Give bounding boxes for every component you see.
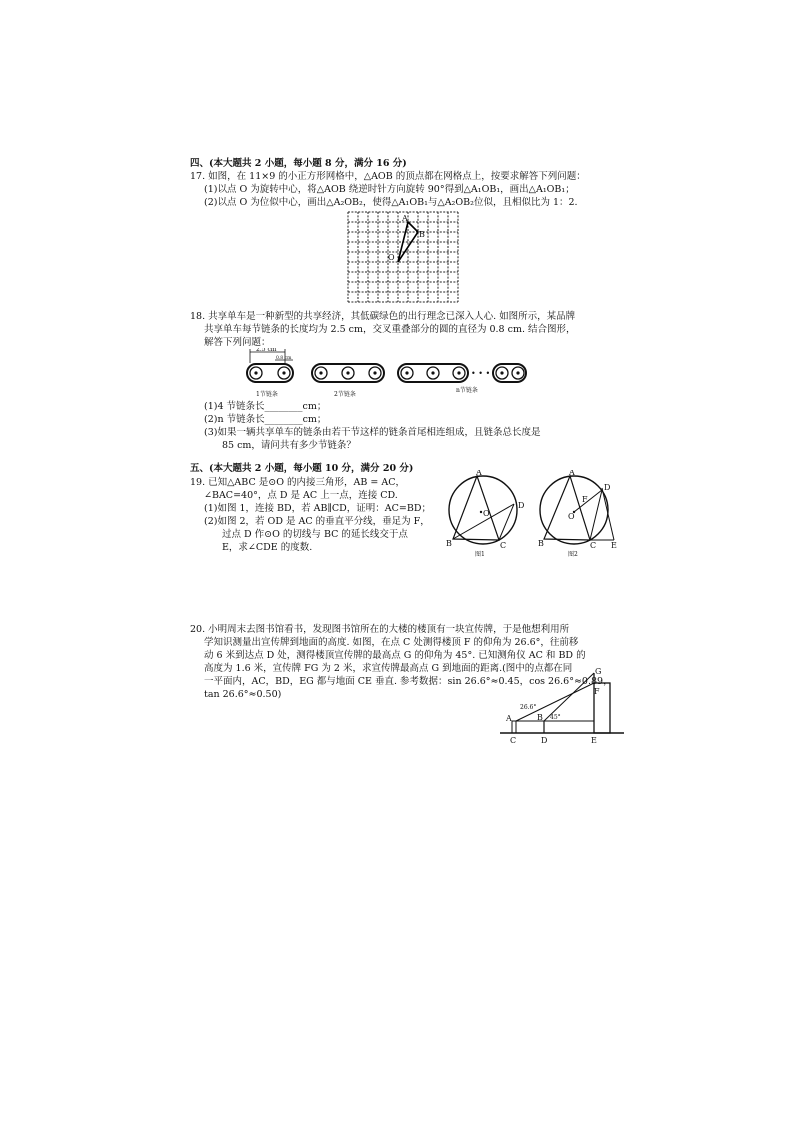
q19-figure-2 [538,470,622,558]
q19-line-1: 19. 已知△ABC 是⊙O 的内接三角形，AB = AC， [190,477,405,488]
q19-figure-1 [443,470,529,558]
q18-line-1: 18. 共享单车是一种新型的共享经济，其低碳绿色的出行理念已深入人心. 如图所示，某品牌 [190,311,576,322]
q18-question-2: (2)n 节链条长________cm； [204,414,327,425]
q18-question-3b: 85 cm，请问共有多少节链条？ [222,440,356,451]
label-O: O [388,253,395,262]
q20-label-B: B [537,713,543,722]
label-A: A [402,214,408,223]
q20-line-4: 高度为 1.6 米，宣传牌 FG 为 2 米，求宣传牌最高点 G 到地面的距离.(图中的点都在同 [204,663,573,674]
fig2-caption: 图2 [568,551,578,558]
q17-line-3: (2)以点 O 为位似中心，画出△A₂OB₂，使得△A₁OB₁与△A₂OB₂位似，且相似比为 1：2. [204,197,578,208]
q20-label-D: D [541,736,548,743]
q19-line-3: (1)如图 1，连接 BD，若 AB∥CD，证明：AC=BD； [204,503,431,514]
fig2-label-F: F [582,495,588,504]
q18-question-3: (3)如果一辆共享单车的链条由若干节这样的链条首尾相连组成，且链条总长度是 [204,427,541,438]
q17-grid-figure [346,210,466,310]
q20-label-E: E [591,736,597,743]
q17-line-2: (1)以点 O 为旋转中心，将△AOB 绕逆时针方向旋转 90°得到△A₁OB₁，画出△A₁OB₁； [204,184,575,195]
q20-label-G: G [595,667,602,676]
section-5-header: 五、(本大题共 2 小题，每小题 10 分，满分 20 分) [190,463,414,474]
q18-line-3: 解答下列问题： [204,337,271,348]
fig1-label-O: O [483,509,490,518]
dim-label-short: 0.8 cm [276,356,292,361]
section-4-header: 四、(本大题共 2 小题，每小题 8 分，满分 16 分) [190,158,407,169]
q20-figure [498,665,626,743]
fig2-label-B: B [538,539,544,548]
q20-angle-45: 45° [550,714,561,721]
q20-line-6: tan 26.6°≈0.50) [204,689,282,700]
fig2-label-D: D [604,483,611,492]
label-B: B [419,230,425,239]
fig2-label-E: E [611,541,617,550]
q20-label-F: F [594,687,600,696]
q19-line-4: (2)如图 2，若 OD 是 AC 的垂直平分线，垂足为 F， [204,516,430,527]
q20-label-A: A [506,714,512,723]
triangle-AOB [398,222,418,262]
chain-dots: • • • [471,369,491,378]
q20-label-C: C [510,736,517,743]
dim-label-long: 2.5 cm [256,348,277,353]
q18-question-1: (1)4 节链条长________cm； [204,401,327,412]
caption-n-links: n节链条 [456,387,478,394]
fig2-label-A: A [569,470,575,477]
q20-line-2: 学知识测量出宣传牌到地面的高度. 如图，在点 C 处测得楼顶 F 的仰角为 26.6°，往前移 [204,637,579,648]
q20-line-3: 动 6 米到达点 D 处，测得楼顶宣传牌的最高点 G 的仰角为 45°. 已知测角仪 AC 和 BD 的 [204,650,586,661]
q17-line-1: 17. 如图，在 11×9 的小正方形网格中，△AOB 的顶点都在网格点上，按要求解答下列问题： [190,171,586,182]
fig1-label-D: D [518,501,525,510]
caption-1-link: 1节链条 [256,391,278,398]
q18-line-2: 共享单车每节链条的长度均为 2.5 cm，交叉重叠部分的圆的直径为 0.8 cm. 结合图形， [204,324,576,335]
fig2-label-O: O [568,512,575,521]
q18-chain-figure [240,348,530,400]
q19-line-2: ∠BAC=40°，点 D 是 AC 上一点，连接 CD. [204,490,398,501]
fig2-label-C: C [590,541,597,550]
q20-line-5: 一平面内，AC，BD，EG 都与地面 CE 垂直. 参考数据：sin 26.6°≈0.45，cos 26.6°≈0.89， [204,676,613,687]
q19-line-5: 过点 D 作⊙O 的切线与 BC 的延长线交于点 [222,529,408,540]
caption-2-links: 2节链条 [334,391,356,398]
fig1-label-C: C [500,541,507,550]
q20-angle-26: 26.6° [520,704,537,711]
fig1-label-A: A [476,470,482,477]
fig1-label-B: B [446,539,452,548]
q19-line-6: E，求∠CDE 的度数. [222,542,313,553]
fig1-caption: 图1 [475,551,485,558]
q20-line-1: 20. 小明周末去图书馆看书，发现图书馆所在的大楼的楼顶有一块宣传牌，于是他想利用所 [190,624,570,635]
